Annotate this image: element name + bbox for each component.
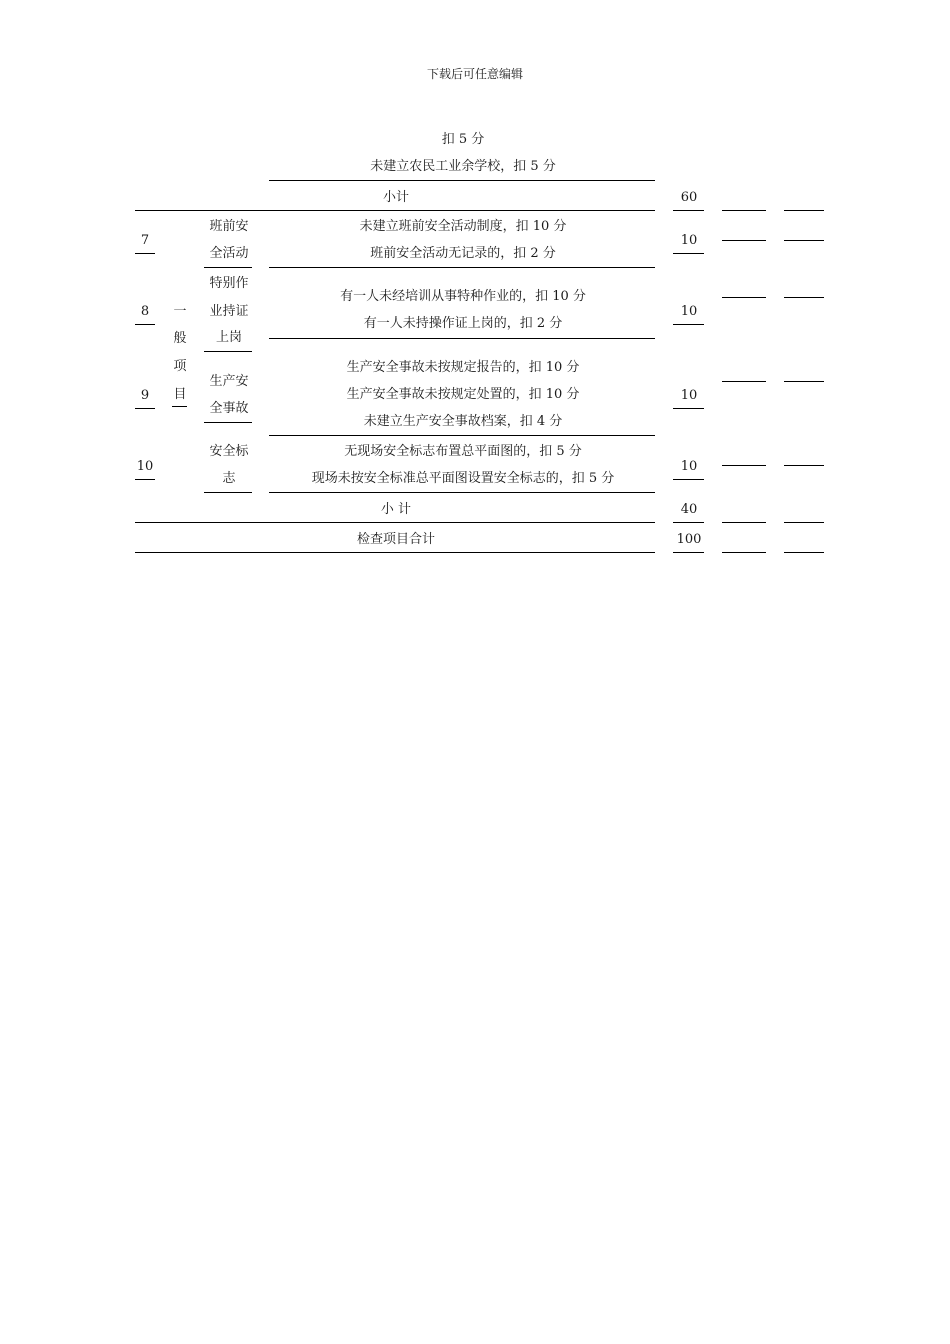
row-divider (135, 324, 155, 325)
criteria-line: 有一人未经培训从事特种作业的，扣 10 分 (340, 289, 586, 304)
row-divider (784, 522, 824, 523)
row-divider (269, 180, 655, 181)
item-score: 10 (680, 233, 698, 248)
row-divider (135, 408, 155, 409)
item-name-line: 志 (222, 471, 236, 486)
item-name-line: 上岗 (215, 330, 243, 345)
row-divider (673, 324, 704, 325)
row-divider (784, 240, 824, 241)
row-divider (204, 422, 252, 423)
row-divider (722, 465, 766, 466)
row-divider (269, 338, 655, 339)
row-divider (673, 479, 704, 480)
deduction-text: 未建立农民工业余学校，扣 5 分 (370, 159, 556, 174)
row-divider (673, 408, 704, 409)
total-score: 100 (676, 532, 702, 547)
row-divider (269, 492, 655, 493)
row-divider (673, 522, 704, 523)
category-char: 项 (173, 359, 187, 374)
row-divider (784, 552, 824, 553)
item-name-line: 安全标 (209, 444, 249, 459)
category-char: 目 (173, 387, 187, 402)
row-divider (673, 253, 704, 254)
item-number: 9 (140, 388, 150, 403)
row-divider (784, 465, 824, 466)
item-name-line: 业持证 (209, 304, 249, 319)
row-divider (204, 492, 252, 493)
row-divider (204, 351, 252, 352)
category-char: 一 (173, 304, 187, 319)
row-divider (722, 210, 766, 211)
row-divider (722, 297, 766, 298)
item-number: 7 (140, 233, 150, 248)
row-divider (722, 381, 766, 382)
item-score: 10 (680, 459, 698, 474)
row-divider (269, 435, 655, 436)
criteria-line: 无现场安全标志布置总平面图的，扣 5 分 (344, 444, 582, 459)
row-divider (135, 253, 155, 254)
row-divider (784, 210, 824, 211)
item-name-line: 特别作 (209, 276, 249, 291)
row-divider (204, 267, 252, 268)
criteria-line: 现场未按安全标准总平面图设置安全标志的，扣 5 分 (311, 471, 615, 486)
row-divider (269, 267, 655, 268)
deduction-text: 扣 5 分 (441, 132, 485, 147)
row-divider (784, 381, 824, 382)
item-name-line: 生产安 (209, 374, 249, 389)
row-divider (135, 479, 155, 480)
category-char: 般 (173, 331, 187, 346)
row-divider (135, 210, 655, 211)
item-number: 8 (140, 304, 150, 319)
criteria-line: 未建立生产安全事故档案，扣 4 分 (363, 414, 563, 429)
subtotal-score: 60 (680, 190, 698, 205)
row-divider (172, 406, 187, 407)
total-label: 检查项目合计 (356, 532, 436, 547)
item-score: 10 (680, 304, 698, 319)
subtotal-score: 40 (680, 502, 698, 517)
criteria-line: 未建立班前安全活动制度，扣 10 分 (359, 219, 567, 234)
subtotal-label: 小 计 (380, 502, 412, 517)
row-divider (722, 552, 766, 553)
item-name-line: 全活动 (209, 246, 249, 261)
criteria-line: 生产安全事故未按规定处置的，扣 10 分 (346, 387, 580, 402)
page-header-note: 下载后可任意编辑 (426, 67, 524, 81)
row-divider (673, 210, 704, 211)
item-name-line: 班前安 (209, 219, 249, 234)
row-divider (722, 522, 766, 523)
row-divider (135, 522, 655, 523)
item-score: 10 (680, 388, 698, 403)
row-divider (673, 552, 704, 553)
item-number: 10 (136, 459, 154, 474)
subtotal-label: 小计 (382, 190, 410, 205)
row-divider (784, 297, 824, 298)
item-name-line: 全事故 (209, 401, 249, 416)
row-divider (135, 552, 655, 553)
criteria-line: 生产安全事故未按规定报告的，扣 10 分 (346, 360, 580, 375)
criteria-line: 班前安全活动无记录的，扣 2 分 (370, 246, 556, 261)
criteria-line: 有一人未持操作证上岗的，扣 2 分 (363, 316, 563, 331)
row-divider (722, 240, 766, 241)
